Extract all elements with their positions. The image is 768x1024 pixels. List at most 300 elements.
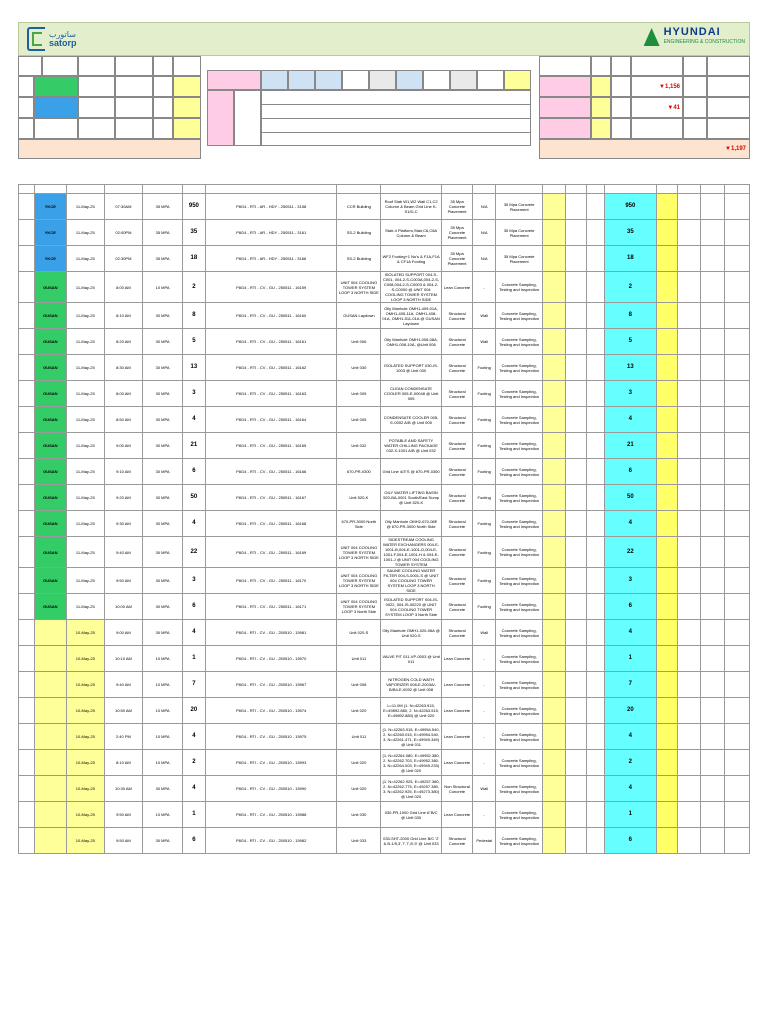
cell-empty (543, 303, 566, 329)
cell-empty (543, 511, 566, 537)
hyundai-logo (644, 27, 745, 47)
cell-ref: P8G4 - RTI - CV - GU - 250510 - 15988 (205, 802, 337, 828)
cell-elem: Footing (473, 407, 496, 433)
cell-empty (656, 485, 677, 511)
cell-grade: 10 MPA (143, 672, 183, 698)
cell-elem: - (473, 272, 496, 303)
cell-vendor (34, 672, 66, 698)
cell-type: Structural Concrete (441, 407, 472, 433)
cell-qty2: 2 (604, 750, 656, 776)
cell-time: 9:40 AM (104, 537, 143, 568)
cell-desc: SAUNE COOLING WATER FILTER 004-S-0001-S @ UNIT 004 COOLING TOWER SYSTEM LOOP 3 NORTH SIDE (381, 568, 442, 594)
cell-type: Non Structural Concrete (441, 776, 472, 802)
cell-ref: P8G4 - RTI - CV - GU - 250510 - 15974 (205, 698, 337, 724)
cell-elem: N/A (473, 194, 496, 220)
cell-qty2: 4 (604, 407, 656, 433)
cell-empty (543, 828, 566, 854)
cell-desc: Oily Manhole OMH1-409-01A, OMH1-405-11A, OMH1-408-01A, OMH1-511-01A @ GUSAN Laydown (381, 303, 442, 329)
cell-empty (700, 511, 724, 537)
cell-loc: Unit 020 (337, 750, 381, 776)
cell-empty (19, 776, 35, 802)
cell-loc: Unit 020 (337, 698, 381, 724)
cell-ref: P8G4 - RTI - CV - GU - 250511 - 16163 (205, 381, 337, 407)
cell-grade: 30 MPA (143, 355, 183, 381)
cell-empty (587, 594, 605, 620)
cell-empty (19, 272, 35, 303)
cell-empty (566, 303, 587, 329)
cell-empty (724, 407, 749, 433)
cell-elem: Wall (473, 776, 496, 802)
cell-empty (656, 194, 677, 220)
cell-empty (656, 568, 677, 594)
cell-grade: 35 MPA (143, 246, 183, 272)
table-row (19, 568, 750, 594)
cell-empty (19, 594, 35, 620)
cell-elem: - (473, 724, 496, 750)
cell-grade: 30 MPA (143, 459, 183, 485)
cell-empty (700, 776, 724, 802)
cell-ref: P8G4 - RTI - CV - GU - 250511 - 16160 (205, 303, 337, 329)
cell-empty (656, 802, 677, 828)
cell-desc: Roof Slab W1,W2 Wall C1,C2 Column & Beam Grid Line K-S1/D-C (381, 194, 442, 220)
table-body (19, 185, 750, 854)
cell-vendor: YKCE (34, 220, 66, 246)
cell-ref: P8G4 - RTI - CV - GU - 250511 - 16169 (205, 537, 337, 568)
cell-empty (724, 568, 749, 594)
cell-empty (543, 750, 566, 776)
cell-empty (700, 672, 724, 698)
cell-time: 9:50 AM (104, 568, 143, 594)
cell-empty (656, 355, 677, 381)
cell-empty (724, 355, 749, 381)
cell-grade: 30 MPA (143, 433, 183, 459)
cell-loc: Unit 011 (337, 724, 381, 750)
cell-empty (677, 724, 700, 750)
cell-empty (19, 620, 35, 646)
cell-vendor (34, 750, 66, 776)
cell-empty (566, 329, 587, 355)
cell-qty: 3 (182, 381, 205, 407)
cell-time: 8:10 AM (104, 303, 143, 329)
cell-vendor: GUSAN (34, 511, 66, 537)
cell-empty (677, 303, 700, 329)
cell-empty (566, 194, 587, 220)
table-row (19, 594, 750, 620)
cell-empty (543, 537, 566, 568)
cell-date: 10-May-25 (67, 776, 105, 802)
cell-time: 9:00 AM (104, 433, 143, 459)
cell-vendor: GUSAN (34, 407, 66, 433)
cell-empty (677, 594, 700, 620)
table-row (19, 802, 750, 828)
cell-act: Concrete Sampling, Testing and Inspection (496, 594, 543, 620)
cell-empty (587, 433, 605, 459)
cell-type: Lean Concrete (441, 750, 472, 776)
cell-empty (587, 220, 605, 246)
table-row (19, 355, 750, 381)
cell-desc: POTABLE AND SAFETY WATER CHILLING PACKAGE 032-X-1001 A/B @ Unit 032 (381, 433, 442, 459)
cell-elem: Footing (473, 568, 496, 594)
cell-type: Lean Concrete (441, 272, 472, 303)
cell-desc: (1. N=42263.915, E=49954.540, 2. N=42260.015, E=49954.540, 3. N=42261.471, E=49949.349) @ Unit 011 (381, 724, 442, 750)
cell-empty (587, 620, 605, 646)
cell-empty (656, 433, 677, 459)
cell-qty2: 5 (604, 329, 656, 355)
cell-elem: Footing (473, 594, 496, 620)
cell-empty (724, 698, 749, 724)
cell-ref: P8G4 - RTI - CV - GU - 250511 - 16171 (205, 594, 337, 620)
cell-elem: - (473, 698, 496, 724)
cell-qty: 20 (182, 698, 205, 724)
cell-elem: Wall (473, 329, 496, 355)
cell-empty (656, 672, 677, 698)
cell-empty (587, 381, 605, 407)
cell-type: Structural Concrete (441, 537, 472, 568)
cell-date: 10-May-25 (67, 620, 105, 646)
cell-empty (19, 329, 35, 355)
cell-loc: Unit 011 (337, 646, 381, 672)
table-row (19, 620, 750, 646)
cell-empty (656, 272, 677, 303)
cell-empty (543, 355, 566, 381)
cell-empty (677, 672, 700, 698)
cell-empty (677, 220, 700, 246)
cell-desc: SIDESTREAM COOLING WATER EXCHANGERS 004-E-1001-B,004-E-1001-D,004-E-1001-F,004-E-1001-H & 004-E-1001-J @ UNIT 004 COOLING TOWER SYSTEM (381, 537, 442, 568)
cell-loc: Unit 008 (337, 672, 381, 698)
cell-date: 11-May-25 (67, 246, 105, 272)
cell-empty (724, 724, 749, 750)
cell-time: 02:00PM (104, 220, 143, 246)
cell-empty (19, 568, 35, 594)
cell-elem: Footing (473, 459, 496, 485)
cell-elem: - (473, 750, 496, 776)
cell-empty (656, 381, 677, 407)
cell-loc: Unit 520-K (337, 485, 381, 511)
cell-act: Concrete Sampling, Testing and Inspection (496, 724, 543, 750)
cell-loc: Unit 030 (337, 355, 381, 381)
cell-vendor: GUSAN (34, 594, 66, 620)
cell-empty (677, 459, 700, 485)
cell-date: 11-May-25 (67, 511, 105, 537)
cell-empty (724, 272, 749, 303)
cell-time: 8:00 AM (104, 381, 143, 407)
cell-empty (587, 568, 605, 594)
cell-desc: Grid Line 4/3"S @ 670-PR-0300 (381, 459, 442, 485)
cell-empty (543, 329, 566, 355)
hyundai-mark-icon (644, 28, 660, 46)
cell-empty (587, 355, 605, 381)
cell-elem: Footing (473, 355, 496, 381)
cell-empty (566, 698, 587, 724)
cell-loc: GUSAN Laydown (337, 303, 381, 329)
cell-vendor: GUSAN (34, 485, 66, 511)
cell-empty (19, 750, 35, 776)
cell-empty (656, 776, 677, 802)
cell-grade: 30 MPA (143, 594, 183, 620)
cell-date: 10-May-25 (67, 724, 105, 750)
cell-qty: 1 (182, 802, 205, 828)
table-row (19, 776, 750, 802)
cell-elem: - (473, 802, 496, 828)
table-row (19, 246, 750, 272)
table-row (19, 303, 750, 329)
cell-qty2: 1 (604, 646, 656, 672)
cell-type: Structural Concrete (441, 620, 472, 646)
summary-total: ▼1,197 (725, 146, 746, 152)
cell-empty (543, 272, 566, 303)
cell-empty (724, 828, 749, 854)
cell-qty: 6 (182, 594, 205, 620)
cell-act: Concrete Sampling, Testing and Inspection (496, 381, 543, 407)
cell-ref: P8G4 - RTI - CV - GU - 250510 - 15993 (205, 750, 337, 776)
cell-vendor (34, 802, 66, 828)
cell-loc: UNIT 004 COOLING TOWER SYSTEM LOOP 3 NORTH SIDE (337, 537, 381, 568)
table-row (19, 698, 750, 724)
cell-elem: Footing (473, 537, 496, 568)
cell-act: 35 Mpa Concrete Placement (496, 246, 543, 272)
cell-date: 11-May-25 (67, 381, 105, 407)
cell-time: 2:40 PM (104, 724, 143, 750)
cell-loc: UNIT 004 COOLING TOWER SYSTEM LOOP 3 NORTH SIDE (337, 568, 381, 594)
cell-qty2: 7 (604, 672, 656, 698)
cell-empty (724, 485, 749, 511)
cell-grade: 10 MPA (143, 724, 183, 750)
cell-grade: 10 MPA (143, 698, 183, 724)
cell-qty2: 3 (604, 568, 656, 594)
cell-qty2: 18 (604, 246, 656, 272)
table-row (19, 672, 750, 698)
cell-date: 11-May-25 (67, 329, 105, 355)
cell-act: Concrete Sampling, Testing and Inspection (496, 672, 543, 698)
cell-date: 11-May-25 (67, 272, 105, 303)
cell-qty: 22 (182, 537, 205, 568)
cell-date: 11-May-25 (67, 303, 105, 329)
cell-qty: 4 (182, 620, 205, 646)
cell-desc: ISOLATED SUPPORT 004-S-C001, 004-2-S-C003A,004-2-S-C008,004-2-S-C0003 & 004-2-S-C0000 @ UNIT 004 COOLING TOWER SYSTEM LOOP 3 NORTH SIDE (381, 272, 442, 303)
cell-empty (656, 459, 677, 485)
cell-desc: Oily Manhole OMH2-670-08E @ 670-PR-3000 North Side (381, 511, 442, 537)
cell-vendor (34, 698, 66, 724)
table-row (19, 537, 750, 568)
cell-ref: P8G4 - RTI - CV - GU - 250510 - 15967 (205, 672, 337, 698)
cell-ref: P8G4 - RTI - CV - GU - 250510 - 15982 (205, 828, 337, 854)
cell-date: 11-May-25 (67, 220, 105, 246)
cell-vendor: GUSAN (34, 272, 66, 303)
cell-grade: 30 MPA (143, 828, 183, 854)
cell-act: Concrete Sampling, Testing and Inspection (496, 303, 543, 329)
cell-empty (19, 485, 35, 511)
cell-desc: VALVE PIT 011-VP-0003 @ Unit 011 (381, 646, 442, 672)
cell-date: 11-May-25 (67, 485, 105, 511)
cell-time: 9:50 AM (104, 802, 143, 828)
cell-empty (587, 511, 605, 537)
cell-qty: 3 (182, 568, 205, 594)
cell-desc: 030-PR-1000 Grid Line A"B/C @ Unit 030 (381, 802, 442, 828)
cell-empty (700, 303, 724, 329)
cell-empty (677, 537, 700, 568)
cell-vendor: GUSAN (34, 568, 66, 594)
cell-act: Concrete Sampling, Testing and Inspection (496, 828, 543, 854)
cell-qty2: 6 (604, 828, 656, 854)
cell-time: 9:30 AM (104, 511, 143, 537)
cell-qty2: 950 (604, 194, 656, 220)
cell-qty: 4 (182, 724, 205, 750)
cell-empty (587, 329, 605, 355)
cell-empty (700, 246, 724, 272)
cell-qty: 21 (182, 433, 205, 459)
cell-empty (19, 220, 35, 246)
cell-qty2: 6 (604, 594, 656, 620)
cell-ref: P8G4 - RTI - CV - GU - 250511 - 16161 (205, 329, 337, 355)
cell-type: Lean Concrete (441, 672, 472, 698)
cell-qty: 35 (182, 220, 205, 246)
cell-ref: P8G4 - RTI - CV - GU - 250510 - 15981 (205, 620, 337, 646)
cell-qty: 4 (182, 776, 205, 802)
cell-vendor: GUSAN (34, 329, 66, 355)
cell-elem: Footing (473, 433, 496, 459)
table-row (19, 828, 750, 854)
cell-ref: P8G4 - RTI - CV - GU - 250511 - 16165 (205, 433, 337, 459)
cell-qty: 1 (182, 646, 205, 672)
cell-time: 8:10 AM (104, 750, 143, 776)
cell-empty (700, 433, 724, 459)
cell-grade: 30 MPA (143, 485, 183, 511)
table-row (19, 381, 750, 407)
cell-loc: CCR Building (337, 194, 381, 220)
cell-time: 8:50 AM (104, 407, 143, 433)
cell-empty (656, 407, 677, 433)
cell-ref: P8G4 - RTI - AR - HDY - 250511 - 3161 (205, 220, 337, 246)
cell-elem: Footing (473, 511, 496, 537)
cell-empty (677, 355, 700, 381)
cell-loc: 670-PR-3000 North Side (337, 511, 381, 537)
cell-empty (656, 303, 677, 329)
cell-qty: 950 (182, 194, 205, 220)
cell-empty (700, 646, 724, 672)
cell-type: Lean Concrete (441, 646, 472, 672)
cell-empty (677, 802, 700, 828)
cell-empty (19, 672, 35, 698)
cell-empty (19, 698, 35, 724)
cell-grade: 30 MPA (143, 776, 183, 802)
cell-empty (566, 220, 587, 246)
hyundai-logo-name: HYUNDAI (663, 26, 721, 38)
cell-empty (566, 355, 587, 381)
cell-empty (543, 381, 566, 407)
cell-qty2: 6 (604, 459, 656, 485)
cell-type: Lean Concrete (441, 698, 472, 724)
cell-empty (543, 194, 566, 220)
cell-ref: P8G4 - RTI - AR - HDY - 250511 - 3158 (205, 194, 337, 220)
cell-empty (700, 459, 724, 485)
cell-vendor (34, 776, 66, 802)
cell-grade: 10 MPA (143, 802, 183, 828)
cell-empty (724, 646, 749, 672)
cell-loc: Unit 005 (337, 381, 381, 407)
cell-loc: Unit 006 (337, 329, 381, 355)
cell-empty (724, 750, 749, 776)
cell-loc: 670-PR-0300 (337, 459, 381, 485)
cell-empty (700, 698, 724, 724)
cell-ref: P8G4 - RTI - CV - GU - 250511 - 16166 (205, 459, 337, 485)
cell-act: Concrete Sampling, Testing and Inspection (496, 646, 543, 672)
satorp-mark-icon (27, 27, 45, 51)
cell-empty (656, 511, 677, 537)
cell-date: 11-May-25 (67, 568, 105, 594)
cell-qty2: 50 (604, 485, 656, 511)
cell-time: 07:30AM (104, 194, 143, 220)
cell-empty (543, 433, 566, 459)
cell-qty2: 13 (604, 355, 656, 381)
cell-vendor: GUSAN (34, 355, 66, 381)
cell-vendor: GUSAN (34, 459, 66, 485)
cell-loc: Unit 005 (337, 407, 381, 433)
cell-elem: Pedestal (473, 828, 496, 854)
cell-empty (700, 802, 724, 828)
cell-empty (19, 433, 35, 459)
hyundai-logo-sub: ENGINEERING & CONSTRUCTION (663, 39, 745, 45)
cell-grade: 10 MPA (143, 272, 183, 303)
cell-empty (566, 620, 587, 646)
cell-empty (724, 329, 749, 355)
cell-loc: Unit 032 (337, 433, 381, 459)
cell-loc: UNIT 004 COOLING TOWER SYSTEM LOOP 3 NORTH SIDE (337, 272, 381, 303)
cell-grade: 30 MPA (143, 568, 183, 594)
satorp-logo-arabic: ساتورب (49, 30, 76, 39)
cell-date: 11-May-25 (67, 407, 105, 433)
cell-empty (543, 220, 566, 246)
cell-qty: 2 (182, 750, 205, 776)
cell-empty (587, 485, 605, 511)
summary-value-2: ▼41 (667, 104, 680, 111)
cell-empty (566, 511, 587, 537)
cell-vendor (34, 620, 66, 646)
cell-act: Concrete Sampling, Testing and Inspection (496, 511, 543, 537)
cell-act: Concrete Sampling, Testing and Inspection (496, 620, 543, 646)
cell-empty (724, 220, 749, 246)
cell-grade: 10 MPA (143, 646, 183, 672)
cell-empty (677, 407, 700, 433)
cell-desc: Stair-4 Platform,Stair,C6,C6A Column & Beam (381, 220, 442, 246)
cell-elem: Footing (473, 485, 496, 511)
satorp-logo (27, 28, 77, 50)
cell-desc: Oily Manhole OMH1-006-08A, OMH1-006-10A, @Unit 006 (381, 329, 442, 355)
cell-loc: SS-2 Building (337, 246, 381, 272)
cell-act: Concrete Sampling, Testing and Inspection (496, 802, 543, 828)
cell-act: Concrete Sampling, Testing and Inspection (496, 407, 543, 433)
cell-empty (700, 828, 724, 854)
cell-empty (543, 246, 566, 272)
cell-time: 02:30PM (104, 246, 143, 272)
cell-act: Concrete Sampling, Testing and Inspection (496, 750, 543, 776)
cell-desc: L=11.0M (1. N=42263.915, E=49892.880, 2. N=42263.515, E=49892.880) @ Unit 020 (381, 698, 442, 724)
cell-qty2: 4 (604, 724, 656, 750)
cell-grade: 30 MPA (143, 303, 183, 329)
table-row (19, 511, 750, 537)
report-header (18, 22, 750, 56)
cell-desc: NITROGEN COLD WATH VAPORIZER 008-E-2003A/-B/B4-E-0092 @ Unit 008 (381, 672, 442, 698)
cell-time: 9:20 AM (104, 485, 143, 511)
cell-empty (724, 537, 749, 568)
cell-qty2: 8 (604, 303, 656, 329)
cell-empty (700, 381, 724, 407)
cell-desc: CLEAN CONDENSATE COOLER 005-E-00048 @ Unit 005 (381, 381, 442, 407)
cell-empty (566, 459, 587, 485)
cell-time: 8:30 AM (104, 355, 143, 381)
cell-empty (543, 459, 566, 485)
cell-empty (587, 776, 605, 802)
cell-act: Concrete Sampling, Testing and Inspection (496, 698, 543, 724)
